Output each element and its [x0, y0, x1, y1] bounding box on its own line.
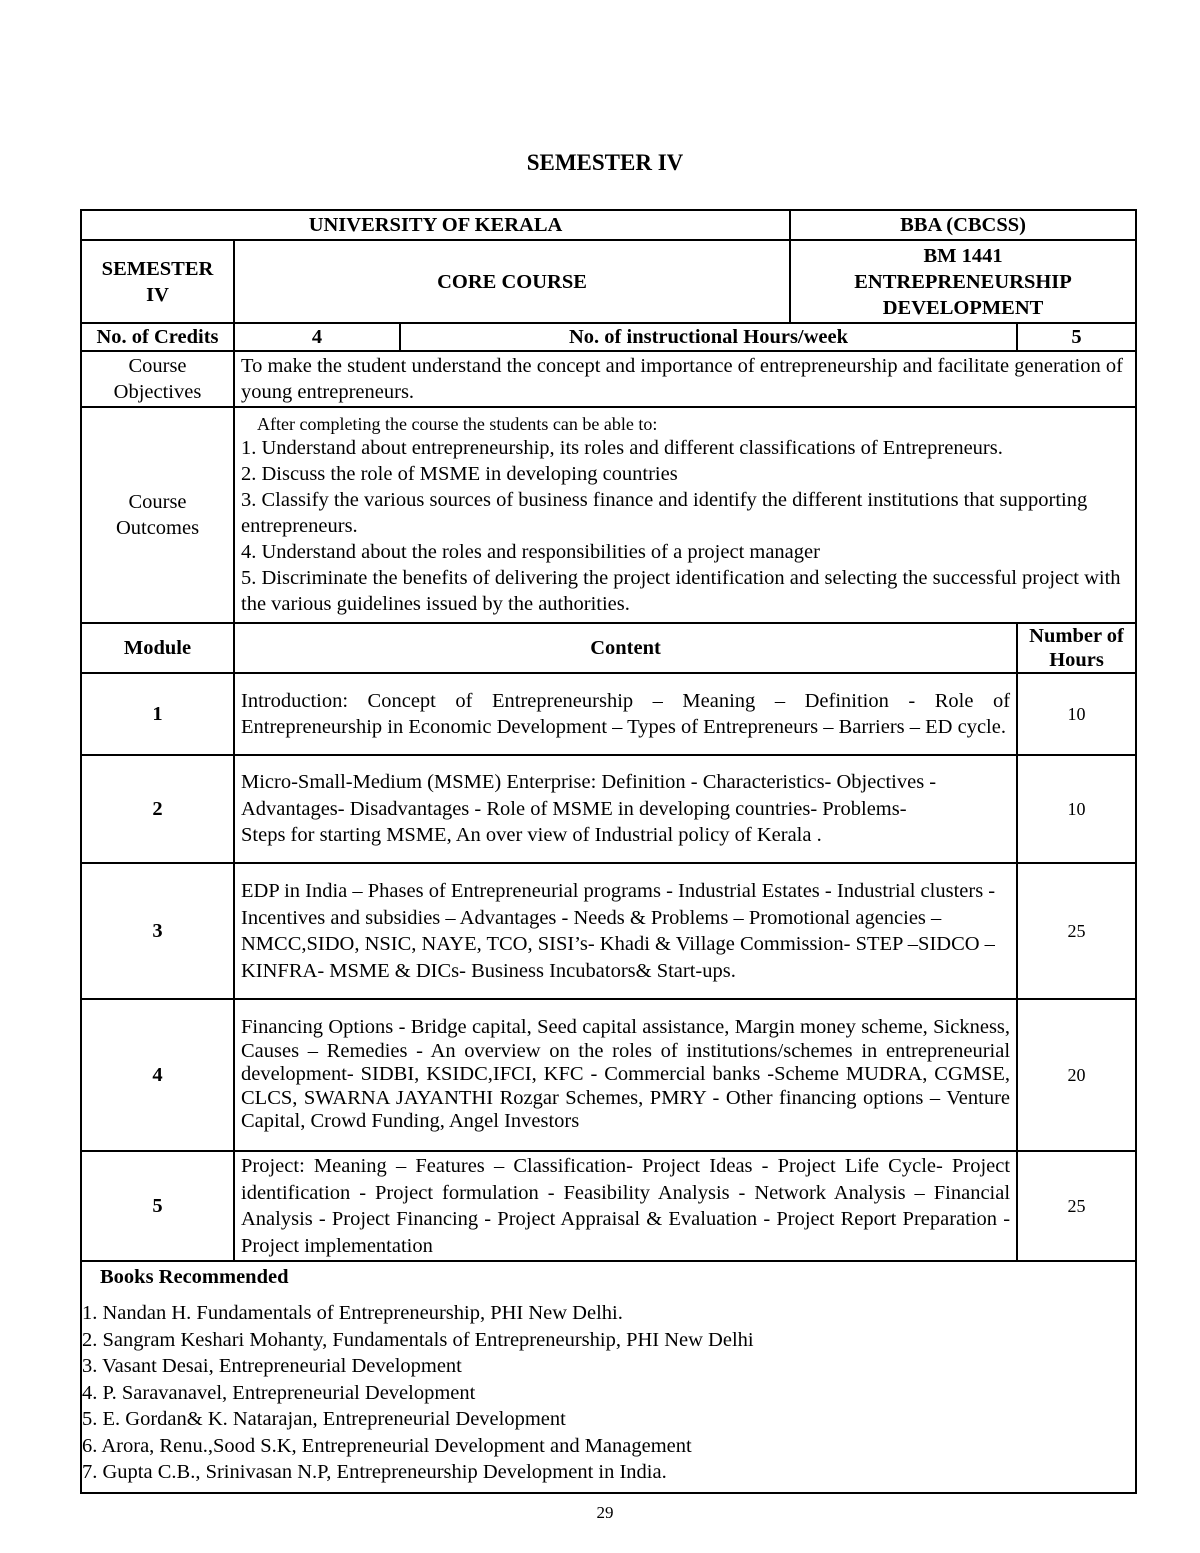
- credits-value: 4: [234, 323, 400, 351]
- book-item: 7. Gupta C.B., Srinivasan N.P, Entrepreneurship Development in India.: [82, 1461, 667, 1483]
- module-row: [81, 999, 1136, 1151]
- module-content: Financing Options - Bridge capital, Seed capital assistance, Margin money scheme, Sickness, Causes – Remedies - An overview on the roles of institutions/schemes in entrepreneurial development- SIDBI, KSIDC,IFCI, KFC - Commercial banks -Scheme MUDRA, CGMSE, CLCS, SWARNA JAYANTHI Rozgar Schemes, PMRY - Other financing options – Venture Capital, Crowd Funding, Angel Investors: [234, 999, 1017, 1151]
- books-list: [82, 1300, 1131, 1486]
- university-row: [81, 210, 1136, 240]
- page-heading: SEMESTER IV: [526, 150, 684, 175]
- books-title: Books Recommended: [100, 1266, 289, 1288]
- module-hours: 25: [1017, 863, 1136, 999]
- outcome-item: 1. Understand about entrepreneurship, its roles and different classifications of Entrepreneurs.: [241, 437, 1003, 459]
- modules-header-row: [81, 623, 1136, 673]
- module-content: Project: Meaning – Features – Classification- Project Ideas - Project Life Cycle- Project identification - Project formulation - Feasibility Analysis - Network Analysis – Financial Analysis - Project Financing - Project Appraisal & Evaluation - Project Report Preparation - Project implementation: [234, 1151, 1017, 1261]
- objectives-row: [81, 351, 1136, 407]
- outcome-item: 3. Classify the various sources of business finance and identify the different institutions that supporting entrepreneurs.: [241, 489, 1088, 537]
- credits-label: No. of Credits: [81, 323, 234, 351]
- books-row: [81, 1261, 1136, 1493]
- module-content: Introduction: Concept of Entrepreneurship – Meaning – Definition - Role of Entrepreneurship in Economic Development – Types of Entrepreneurs – Barriers – ED cycle.: [234, 673, 1017, 755]
- outcome-item: 4. Understand about the roles and responsibilities of a project manager: [241, 541, 820, 563]
- course-type: CORE COURSE: [234, 240, 790, 323]
- module-number: 4: [81, 999, 234, 1151]
- module-row: [81, 1151, 1136, 1261]
- objectives-text: To make the student understand the concept and importance of entrepreneurship and facilitate generation of young entrepreneurs.: [234, 351, 1136, 407]
- book-item: 1. Nandan H. Fundamentals of Entrepreneurship, PHI New Delhi.: [82, 1302, 623, 1324]
- book-item: 3. Vasant Desai, Entrepreneurial Development: [82, 1355, 462, 1377]
- module-row: [81, 755, 1136, 863]
- outcomes-row: [81, 407, 1136, 623]
- outcomes-cell: [234, 407, 1136, 623]
- course-info-row: [81, 240, 1136, 323]
- module-content: Micro-Small-Medium (MSME) Enterprise: Definition - Characteristics- Objectives - Advantages- Disadvantages - Role of MSME in developing countries- Problems- Steps for starting MSME, An over view of Industrial policy of Kerala .: [234, 755, 1017, 863]
- module-hours: 10: [1017, 673, 1136, 755]
- university-name: UNIVERSITY OF KERALA: [81, 210, 790, 240]
- content-header: Content: [234, 623, 1017, 673]
- module-hours: 25: [1017, 1151, 1136, 1261]
- book-item: 2. Sangram Keshari Mohanty, Fundamentals of Entrepreneurship, PHI New Delhi: [82, 1328, 754, 1351]
- book-item: 5. E. Gordan& K. Natarajan, Entrepreneurial Development: [82, 1408, 566, 1430]
- outcomes-intro: After completing the course the students can be able to:: [257, 414, 658, 434]
- module-hours: 20: [1017, 999, 1136, 1151]
- course-code-title: [790, 240, 1136, 323]
- module-number: 1: [81, 673, 234, 755]
- books-cell: [81, 1261, 1136, 1493]
- module-hours: 10: [1017, 755, 1136, 863]
- page-number: 29: [596, 1503, 614, 1522]
- module-header: Module: [81, 623, 234, 673]
- module-row: [81, 863, 1136, 999]
- module-number: 3: [81, 863, 234, 999]
- module-number: 5: [81, 1151, 234, 1261]
- hours-per-week-value: 5: [1017, 323, 1136, 351]
- course-title: ENTREPRENEURSHIP DEVELOPMENT: [854, 270, 1072, 319]
- module-number: 2: [81, 755, 234, 863]
- hours-per-week-label: No. of instructional Hours/week: [400, 323, 1017, 351]
- module-content: EDP in India – Phases of Entrepreneurial programs - Industrial Estates - Industrial clusters - Incentives and subsidies – Advantages - Needs & Problems – Promotional agencies –NMCC,SIDO, NSIC, NAYE, TCO, SISI’s- Khadi & Village Commission- STEP –SIDCO – KINFRA- MSME & DICs- Business Incubators& Start-ups.: [234, 863, 1017, 999]
- outcome-item: 5. Discriminate the benefits of delivering the project identification and selecting the successful project with the various guidelines issued by the authorities.: [241, 567, 1121, 615]
- credits-row: [81, 323, 1136, 351]
- semester-label: SEMESTER IV: [81, 240, 234, 323]
- objectives-label: Course Objectives: [81, 351, 234, 407]
- module-row: [81, 673, 1136, 755]
- course-code: BM 1441: [923, 244, 1003, 267]
- hours-header: Number of Hours: [1017, 623, 1136, 673]
- program-name: BBA (CBCSS): [790, 210, 1136, 240]
- book-item: 6. Arora, Renu.,Sood S.K, Entrepreneurial Development and Management: [82, 1434, 692, 1457]
- book-item: 4. P. Saravanavel, Entrepreneurial Development: [82, 1381, 476, 1404]
- syllabus-table: [80, 209, 1137, 1494]
- outcome-item: 2. Discuss the role of MSME in developing countries: [241, 463, 678, 485]
- outcomes-label: Course Outcomes: [81, 407, 234, 623]
